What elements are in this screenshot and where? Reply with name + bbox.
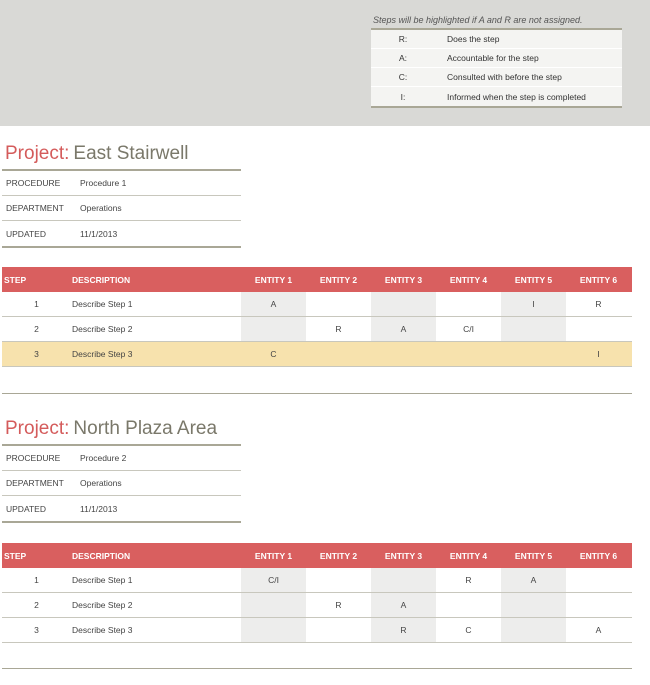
info-value[interactable]: Procedure 2 bbox=[80, 453, 127, 463]
entity-cell[interactable]: R bbox=[465, 575, 472, 585]
info-row bbox=[2, 171, 241, 196]
column-header: ENTITY 5 bbox=[514, 274, 553, 285]
table-header bbox=[2, 267, 632, 292]
column-header: STEP bbox=[4, 274, 27, 285]
entity-cell[interactable] bbox=[436, 292, 501, 316]
column-header: ENTITY 3 bbox=[384, 550, 423, 561]
entity-cell[interactable] bbox=[241, 593, 306, 617]
info-row bbox=[2, 221, 241, 246]
project-title bbox=[5, 418, 217, 440]
column-header: ENTITY 2 bbox=[319, 274, 358, 285]
legend-note: Steps will be highlighted if A and R are not assigned. bbox=[373, 15, 583, 25]
entity-cell[interactable] bbox=[501, 593, 566, 617]
description-cell[interactable]: Describe Step 2 bbox=[72, 600, 133, 610]
info-key: DEPARTMENT bbox=[6, 203, 64, 213]
legend-value: Consulted with before the step bbox=[447, 72, 562, 82]
legend-key: C: bbox=[398, 72, 408, 82]
info-row bbox=[2, 196, 241, 221]
entity-cell[interactable]: R bbox=[335, 600, 342, 610]
table-row bbox=[2, 292, 632, 317]
info-key: PROCEDURE bbox=[6, 178, 61, 188]
info-row bbox=[2, 446, 241, 471]
entity-cell[interactable]: A bbox=[371, 317, 436, 341]
entity-cell[interactable] bbox=[371, 292, 436, 316]
legend-value: Does the step bbox=[447, 34, 500, 44]
step-cell[interactable]: 2 bbox=[34, 324, 39, 334]
legend-value: Informed when the step is completed bbox=[447, 91, 586, 102]
project-label: Project: bbox=[5, 418, 70, 439]
entity-cell[interactable]: R bbox=[371, 618, 436, 642]
table-row-highlighted bbox=[2, 342, 632, 367]
column-header: ENTITY 6 bbox=[579, 274, 618, 285]
entity-cell[interactable]: A bbox=[241, 292, 306, 316]
column-header: ENTITY 3 bbox=[384, 274, 423, 285]
info-key: UPDATED bbox=[6, 503, 46, 514]
info-value[interactable]: Operations bbox=[80, 478, 122, 488]
entity-cell[interactable] bbox=[371, 568, 436, 592]
entity-cell[interactable]: C bbox=[465, 625, 472, 635]
legend-row bbox=[371, 68, 622, 87]
info-value[interactable]: Operations bbox=[80, 203, 122, 213]
info-value[interactable]: Procedure 1 bbox=[80, 178, 127, 188]
description-cell[interactable]: Describe Step 2 bbox=[72, 324, 133, 334]
info-row bbox=[2, 496, 241, 521]
entity-cell[interactable]: I bbox=[501, 292, 566, 316]
step-cell[interactable]: 1 bbox=[34, 575, 39, 585]
entity-cell[interactable] bbox=[371, 342, 436, 366]
step-cell[interactable]: 3 bbox=[34, 625, 39, 635]
entity-cell[interactable] bbox=[501, 342, 566, 366]
info-key: PROCEDURE bbox=[6, 453, 61, 463]
description-cell[interactable]: Describe Step 3 bbox=[72, 625, 133, 635]
legend-key: R: bbox=[398, 34, 408, 44]
step-cell[interactable]: 2 bbox=[34, 600, 39, 610]
column-header: ENTITY 6 bbox=[579, 550, 618, 561]
table-row bbox=[2, 593, 632, 618]
entity-cell[interactable] bbox=[566, 568, 631, 592]
table-divider bbox=[2, 668, 632, 669]
info-key: UPDATED bbox=[6, 228, 46, 239]
step-cell[interactable]: 3 bbox=[34, 349, 39, 359]
info-key: DEPARTMENT bbox=[6, 478, 64, 488]
entity-cell[interactable]: A bbox=[595, 625, 602, 635]
column-header: DESCRIPTION bbox=[72, 274, 131, 285]
description-cell[interactable]: Describe Step 1 bbox=[72, 575, 133, 585]
column-header: STEP bbox=[4, 550, 27, 561]
table-row bbox=[2, 618, 632, 643]
step-cell[interactable]: 1 bbox=[34, 299, 39, 309]
legend-row bbox=[371, 30, 622, 49]
info-value[interactable]: 11/1/2013 bbox=[80, 503, 118, 514]
entity-cell[interactable] bbox=[241, 618, 306, 642]
info-value[interactable]: 11/1/2013 bbox=[80, 228, 118, 239]
raci-table bbox=[2, 543, 632, 643]
entity-cell[interactable] bbox=[566, 593, 631, 617]
entity-cell[interactable]: R bbox=[335, 324, 342, 334]
column-header: ENTITY 1 bbox=[254, 274, 293, 285]
entity-cell[interactable] bbox=[501, 317, 566, 341]
entity-cell[interactable]: C/I bbox=[463, 324, 474, 334]
table-row bbox=[2, 317, 632, 342]
legend-value: Accountable for the step bbox=[447, 53, 539, 63]
column-header: ENTITY 2 bbox=[319, 550, 358, 561]
legend-table bbox=[371, 28, 622, 108]
project-info bbox=[2, 171, 241, 248]
raci-table bbox=[2, 267, 632, 367]
legend-band bbox=[0, 0, 650, 126]
project-name: North Plaza Area bbox=[73, 418, 218, 439]
entity-cell[interactable] bbox=[306, 568, 371, 592]
legend-key: A: bbox=[398, 53, 408, 63]
legend-key: I: bbox=[400, 91, 406, 102]
entity-cell[interactable] bbox=[306, 292, 371, 316]
table-row bbox=[2, 568, 632, 593]
column-header: DESCRIPTION bbox=[72, 550, 131, 561]
entity-cell[interactable] bbox=[241, 317, 306, 341]
entity-cell[interactable] bbox=[501, 618, 566, 642]
entity-cell[interactable]: R bbox=[595, 299, 602, 309]
entity-cell[interactable] bbox=[436, 342, 501, 366]
entity-cell[interactable] bbox=[566, 317, 631, 341]
project-name: East Stairwell bbox=[73, 143, 189, 164]
legend-row bbox=[371, 87, 622, 106]
project-title bbox=[5, 143, 189, 165]
info-row bbox=[2, 471, 241, 496]
entity-cell[interactable]: I bbox=[597, 349, 600, 359]
description-cell[interactable]: Describe Step 1 bbox=[72, 299, 133, 309]
legend-row bbox=[371, 49, 622, 68]
description-cell[interactable]: Describe Step 3 bbox=[72, 349, 133, 359]
entity-cell[interactable] bbox=[306, 342, 371, 366]
entity-cell[interactable]: C/I bbox=[241, 568, 306, 592]
column-header: ENTITY 5 bbox=[514, 550, 553, 561]
entity-cell[interactable]: A bbox=[371, 593, 436, 617]
project-info bbox=[2, 446, 241, 523]
entity-cell[interactable] bbox=[306, 618, 371, 642]
entity-cell[interactable]: C bbox=[270, 349, 277, 359]
project-label: Project: bbox=[5, 143, 70, 164]
column-header: ENTITY 1 bbox=[254, 550, 293, 561]
entity-cell[interactable]: A bbox=[501, 568, 566, 592]
table-header bbox=[2, 543, 632, 568]
column-header: ENTITY 4 bbox=[449, 274, 488, 285]
column-header: ENTITY 4 bbox=[449, 550, 488, 561]
table-divider bbox=[2, 393, 632, 394]
entity-cell[interactable] bbox=[436, 593, 501, 617]
